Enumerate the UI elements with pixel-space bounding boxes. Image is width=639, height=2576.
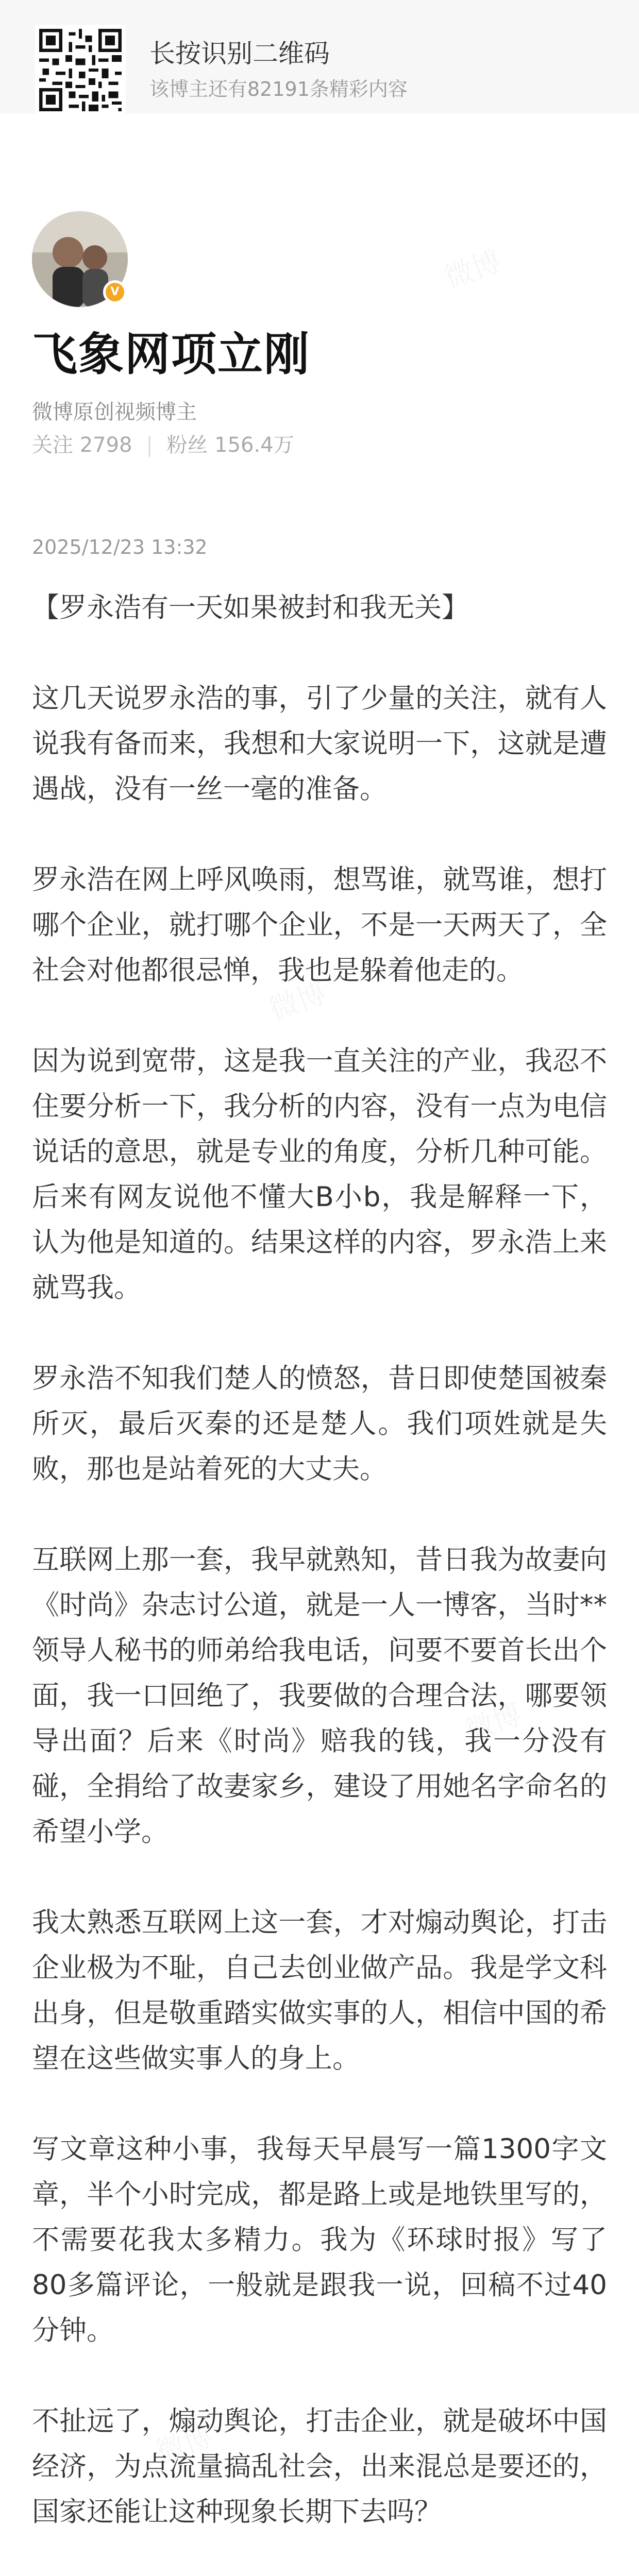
qr-banner[interactable] — [0, 0, 639, 113]
post-paragraph: 罗永浩在网上呼风唤雨，想骂谁，就骂谁，想打哪个企业，就打哪个企业，不是一天两天了，全社会对他都很忌惮，我也是躲着他走的。 — [32, 864, 607, 986]
fans-label: 粉丝 — [166, 433, 208, 457]
author-avatar-wrap[interactable] — [32, 211, 128, 307]
author-description: 微博原创视频博主 — [32, 400, 197, 424]
fans-count: 156.4万 — [214, 433, 294, 457]
post-paragraph: 罗永浩不知我们楚人的愤怒，昔日即使楚国被秦所灭，最后灭秦的还是楚人。我们项姓就是失败，那也是站着死的大丈夫。 — [32, 1363, 607, 1485]
post-paragraph: 我太熟悉互联网上这一套，才对煽动舆论，打击企业极为不耻，自己去创业做产品。我是学文科出身，但是敬重踏实做实事的人，相信中国的希望在这些做实事人的身上。 — [32, 1907, 607, 2074]
post-paragraph: 这几天说罗永浩的事，引了少量的关注，就有人说我有备而来，我想和大家说明一下，这就是遭遇战，没有一丝一毫的准备。 — [32, 683, 607, 805]
verified-badge-icon: V — [103, 280, 127, 304]
follow-label: 关注 — [32, 433, 73, 457]
author-stats — [32, 429, 294, 458]
banner-subtitle: 该博主还有82191条精彩内容 — [149, 78, 408, 100]
weibo-watermark — [438, 239, 507, 297]
post-content — [32, 585, 607, 2576]
author-name[interactable]: 飞象网项立刚 — [32, 328, 311, 381]
post-paragraph: 因为说到宽带，这是我一直关注的产业，我忍不住要分析一下，我分析的内容，没有一点为电信说话的意思，就是专业的角度，分析几种可能。后来有网友说他不懂大B小b，我是解释一下，认为他是知道的。结果这样的内容，罗永浩上来就骂我。 — [32, 1045, 607, 1303]
stats-divider: | — [146, 433, 153, 457]
post-headline: 【罗永浩有一天如果被封和我无关】 — [32, 592, 469, 623]
banner-title: 长按识别二维码 — [149, 39, 330, 69]
qr-code-icon[interactable] — [35, 25, 126, 115]
post-paragraph: 互联网上那一套，我早就熟知，昔日我为故妻向《时尚》杂志讨公道，就是一人一博客，当时**领导人秘书的师弟给我电话，问要不要首长出个面，我一口回绝了，我要做的合理合法，哪要领导出面？后来《时尚》赔我的钱，我一分没有碰，全捐给了故妻家乡，建设了用她名字命名的希望小学。 — [32, 1544, 607, 1848]
post-paragraph: 不扯远了，煽动舆论，打击企业，就是破坏中国经济，为点流量搞乱社会，出来混总是要还的，国家还能让这种现象长期下去吗？ — [32, 2405, 607, 2528]
follow-count: 2798 — [79, 433, 132, 457]
post-paragraph: 写文章这种小事，我每天早晨写一篇1300字文章，半个小时完成，都是路上或是地铁里写的，不需要花我太多精力。我为《环球时报》写了80多篇评论，一般就是跟我一说，回稿不过40分钟。 — [32, 2133, 607, 2346]
post-timestamp: 2025/12/23 13:32 — [32, 536, 208, 558]
